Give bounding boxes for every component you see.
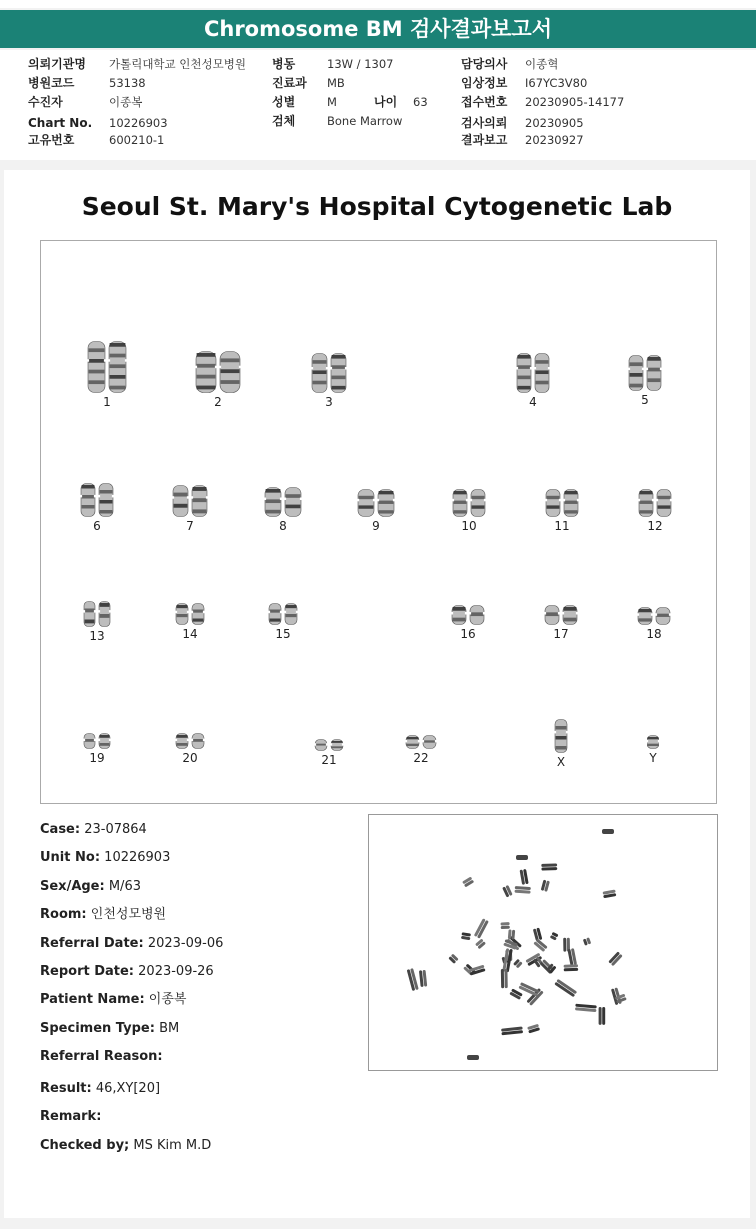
chromosome-pair-1 xyxy=(77,341,137,409)
chromosome-label: 1 xyxy=(103,395,111,409)
case-detail-row xyxy=(40,844,360,872)
chromosome-pair-13 xyxy=(67,601,127,643)
header-value-text: Bone Marrow xyxy=(327,114,403,128)
chromosome-label: 15 xyxy=(275,627,291,641)
chromosome-pair-7 xyxy=(160,485,220,533)
spread-chromosome xyxy=(567,948,577,965)
chromosome-pair-8 xyxy=(253,487,313,533)
karyogram xyxy=(40,240,717,804)
spread-chromosome xyxy=(527,1024,540,1034)
header-row xyxy=(28,114,92,132)
chromosome-pair-12 xyxy=(625,489,685,533)
report-title: Chromosome BM 검사결과보고서 xyxy=(203,17,553,41)
spread-chromosome xyxy=(502,885,513,898)
spread-chromosome xyxy=(533,928,543,941)
spread-chromosome xyxy=(603,890,617,899)
chromosome-pair-2 xyxy=(188,351,248,409)
case-detail-label: Referral Reason: xyxy=(40,1049,163,1065)
chromosome-label: 17 xyxy=(553,627,569,641)
header-value-text: 이종혁 xyxy=(525,57,559,71)
spread-chromosome xyxy=(500,922,509,929)
checked-value: MS Kim M.D xyxy=(133,1137,212,1153)
case-detail-label: Referral Date: xyxy=(40,935,144,951)
case-detail-value: 23-07864 xyxy=(84,822,147,837)
chromosome-pair-9 xyxy=(346,489,406,533)
case-detail-label: Room: xyxy=(40,907,87,923)
spread-chromosome xyxy=(448,954,458,964)
chromosome-label: 21 xyxy=(321,753,337,767)
spread-chromosome xyxy=(583,937,591,945)
chromosome-image xyxy=(638,489,672,517)
chromosome-label: 2 xyxy=(214,395,222,409)
case-detail-value: 인천성모병원 xyxy=(90,907,167,923)
spread-chromosome xyxy=(520,869,529,885)
chromosome-label: 5 xyxy=(641,393,649,407)
chromosome-label: 6 xyxy=(93,519,101,533)
spread-chromosome xyxy=(514,886,530,894)
header-value-text: 600210-1 xyxy=(109,133,165,147)
chromosome-image xyxy=(628,355,662,391)
report-title-bar xyxy=(0,10,756,48)
case-detail-row xyxy=(40,930,360,958)
header-value-text: MB xyxy=(327,76,345,90)
chromosome-pair-19 xyxy=(67,733,127,765)
header-label: 진료과 xyxy=(272,76,307,90)
chromosome-image xyxy=(80,483,114,517)
header-label: 의뢰기관명 xyxy=(28,57,86,71)
spread-chromosome xyxy=(501,969,508,988)
chromosome-label: 13 xyxy=(89,629,105,643)
report-page xyxy=(4,170,750,1218)
header-value xyxy=(109,93,142,111)
spread-chromosome xyxy=(475,939,486,950)
remark-row xyxy=(40,1103,440,1131)
chromosome-pair-y xyxy=(623,735,683,765)
chromosome-image xyxy=(175,603,205,625)
result-section xyxy=(40,1075,440,1160)
header-value-text: 63 xyxy=(413,95,428,109)
spread-chromosome xyxy=(501,1026,523,1035)
chromosome-image xyxy=(268,603,298,625)
chromosome-pair-20 xyxy=(160,733,220,765)
chromosome-pair-18 xyxy=(624,607,684,641)
case-detail-row xyxy=(40,1043,360,1071)
case-detail-value: 10226903 xyxy=(104,850,171,866)
header-label: 고유번호 xyxy=(28,133,75,147)
chromosome-pair-22 xyxy=(391,735,451,765)
header-value xyxy=(413,93,428,111)
header-value xyxy=(109,131,164,149)
chromosome-pair-14 xyxy=(160,603,220,641)
spread-chromosome xyxy=(474,918,489,938)
header-label: 병동 xyxy=(272,57,296,71)
chromosome-label: 14 xyxy=(182,627,198,641)
header-value xyxy=(109,55,246,73)
header-value xyxy=(109,114,168,132)
header-row xyxy=(461,55,507,73)
case-detail-label: Patient Name: xyxy=(40,992,145,1008)
chromosome-label: 8 xyxy=(279,519,287,533)
header-value xyxy=(525,93,624,111)
header-row xyxy=(28,74,74,92)
case-detail-label: Case: xyxy=(40,822,81,837)
header-value xyxy=(327,93,337,111)
case-detail-row xyxy=(40,873,360,901)
checked-label: Checked by; xyxy=(40,1137,130,1153)
header-label: 검체 xyxy=(272,114,296,128)
header-label: 검사의뢰 xyxy=(461,116,508,130)
header-label: 성별 xyxy=(272,95,296,109)
chromosome-pair-5 xyxy=(615,355,675,407)
case-detail-value: 2023-09-06 xyxy=(147,935,224,951)
result-label: Result: xyxy=(40,1081,92,1096)
spread-chromosome xyxy=(509,988,522,999)
header-value xyxy=(327,112,402,130)
header-row xyxy=(272,74,307,92)
chromosome-label: 10 xyxy=(461,519,477,533)
header-value xyxy=(525,131,584,149)
spread-chromosome xyxy=(419,970,427,987)
case-detail-label: Report Date: xyxy=(40,963,135,979)
spread-chromosome xyxy=(469,965,486,976)
chromosome-image xyxy=(452,489,486,517)
header-label: 담당의사 xyxy=(461,57,508,71)
chromosome-label: 19 xyxy=(89,751,105,765)
case-detail-row xyxy=(40,958,360,986)
spread-chromosome xyxy=(462,877,474,888)
spread-chromosome xyxy=(554,979,577,997)
header-value-text: 이종복 xyxy=(109,95,143,109)
chromosome-label: 12 xyxy=(647,519,663,533)
chromosome-pair-3 xyxy=(299,353,359,409)
chromosome-image xyxy=(83,733,111,749)
chromosome-label: 11 xyxy=(554,519,570,533)
chromosome-image xyxy=(314,739,344,751)
chromosome-pair-21 xyxy=(299,739,359,767)
chromosome-image xyxy=(87,341,127,393)
chromosome-image xyxy=(195,351,241,393)
chromosome-pair-15 xyxy=(253,603,313,641)
chromosome-image xyxy=(451,605,485,625)
chromosome-label: 3 xyxy=(325,395,333,409)
header-row xyxy=(461,74,507,92)
lab-title: Seoul St. Mary's Hospital Cytogenetic Lab xyxy=(81,192,673,221)
chromosome-label: 18 xyxy=(646,627,662,641)
header-row xyxy=(272,55,295,73)
header-label: 결과보고 xyxy=(461,133,508,147)
case-detail-value: M/63 xyxy=(108,878,141,894)
header-row xyxy=(374,93,397,111)
result-value: 46,XY[20] xyxy=(95,1081,161,1096)
chromosome-image xyxy=(311,353,347,393)
spread-chromosome xyxy=(541,880,550,892)
chromosome-label: 16 xyxy=(460,627,476,641)
chromosome-image xyxy=(637,607,671,625)
header-value xyxy=(109,74,146,92)
chromosome-image xyxy=(554,719,568,753)
header-value xyxy=(327,55,393,73)
spread-chromosome xyxy=(564,964,579,971)
case-detail-row xyxy=(40,816,360,844)
spread-chromosome xyxy=(550,932,559,941)
chromosome-image xyxy=(83,601,111,627)
header-row xyxy=(461,93,507,111)
header-value xyxy=(327,74,345,92)
spread-chromosome xyxy=(608,951,622,966)
header-row xyxy=(28,131,74,149)
spread-chromosome xyxy=(461,932,471,940)
header-label: 임상정보 xyxy=(461,76,508,90)
metaphase-spread-image xyxy=(368,814,718,1071)
chromosome-image xyxy=(545,489,579,517)
case-detail-label: Unit No: xyxy=(40,850,101,866)
case-detail-row xyxy=(40,1015,360,1043)
spread-chromosome xyxy=(533,938,547,952)
chromosome-pair-6 xyxy=(67,483,127,533)
chromosome-label: 9 xyxy=(372,519,380,533)
chromosome-label: Y xyxy=(649,751,657,765)
patient-header xyxy=(0,50,756,160)
header-row xyxy=(272,112,295,130)
header-value-text: 가톨릭대학교 인천성모병원 xyxy=(109,57,246,71)
spread-chromosome xyxy=(513,959,523,969)
spread-chromosome xyxy=(516,855,528,860)
header-value xyxy=(525,114,584,132)
chromosome-pair-10 xyxy=(439,489,499,533)
case-detail-value: 이종복 xyxy=(148,992,187,1008)
spread-chromosome xyxy=(599,1007,606,1025)
header-value xyxy=(525,74,587,92)
header-value-text: 53138 xyxy=(109,76,146,90)
spread-chromosome xyxy=(602,829,614,834)
chromosome-image xyxy=(647,735,659,749)
case-detail-row xyxy=(40,986,360,1014)
header-row xyxy=(272,93,295,111)
spread-chromosome xyxy=(575,1004,597,1012)
chromosome-image xyxy=(516,353,550,393)
header-label: 수진자 xyxy=(28,95,63,109)
header-row xyxy=(28,93,63,111)
header-value-text: 20230905 xyxy=(525,116,584,130)
spread-chromosome xyxy=(467,1055,479,1060)
header-value-text: I67YC3V80 xyxy=(525,76,588,90)
header-label: 병원코드 xyxy=(28,76,75,90)
case-detail-label: Sex/Age: xyxy=(40,878,105,894)
chromosome-label: X xyxy=(556,755,566,769)
checked-row xyxy=(40,1132,440,1160)
case-detail-value: BM xyxy=(159,1020,180,1036)
chromosome-pair-x xyxy=(531,719,591,769)
header-row xyxy=(28,55,86,73)
top-band xyxy=(0,0,756,8)
chromosome-image xyxy=(172,485,208,517)
chromosome-image xyxy=(405,735,437,749)
header-value-text: 20230905-14177 xyxy=(525,95,625,109)
chromosome-label: 7 xyxy=(186,519,194,533)
result-row xyxy=(40,1075,440,1103)
header-label: 접수번호 xyxy=(461,95,508,109)
header-value xyxy=(525,55,558,73)
header-value-text: 20230927 xyxy=(525,133,584,147)
chromosome-image xyxy=(264,487,302,517)
chromosome-label: 20 xyxy=(182,751,198,765)
metaphase-spread-graphic xyxy=(369,815,717,1070)
header-value-text: M xyxy=(327,95,337,109)
chromosome-pair-17 xyxy=(531,605,591,641)
header-label: 나이 xyxy=(374,95,398,109)
chromosome-pair-16 xyxy=(438,605,498,641)
case-details xyxy=(40,816,360,1072)
case-detail-value: 2023-09-26 xyxy=(138,963,214,979)
header-row xyxy=(461,114,507,132)
chromosome-label: 4 xyxy=(529,395,537,409)
header-value-text: 10226903 xyxy=(109,116,168,130)
chromosome-pair-11 xyxy=(532,489,592,533)
spread-chromosome xyxy=(541,863,557,870)
spread-chromosome xyxy=(407,968,419,991)
header-value-text: 13W / 1307 xyxy=(327,57,394,71)
chromosome-image xyxy=(357,489,395,517)
chromosome-image xyxy=(544,605,578,625)
chromosome-label: 22 xyxy=(413,751,429,765)
case-detail-label: Specimen Type: xyxy=(40,1020,155,1036)
header-row xyxy=(461,131,507,149)
chromosome-pair-4 xyxy=(503,353,563,409)
case-detail-row xyxy=(40,901,360,929)
header-label: Chart No. xyxy=(28,116,93,130)
remark-label: Remark: xyxy=(40,1109,102,1125)
chromosome-image xyxy=(175,733,205,749)
